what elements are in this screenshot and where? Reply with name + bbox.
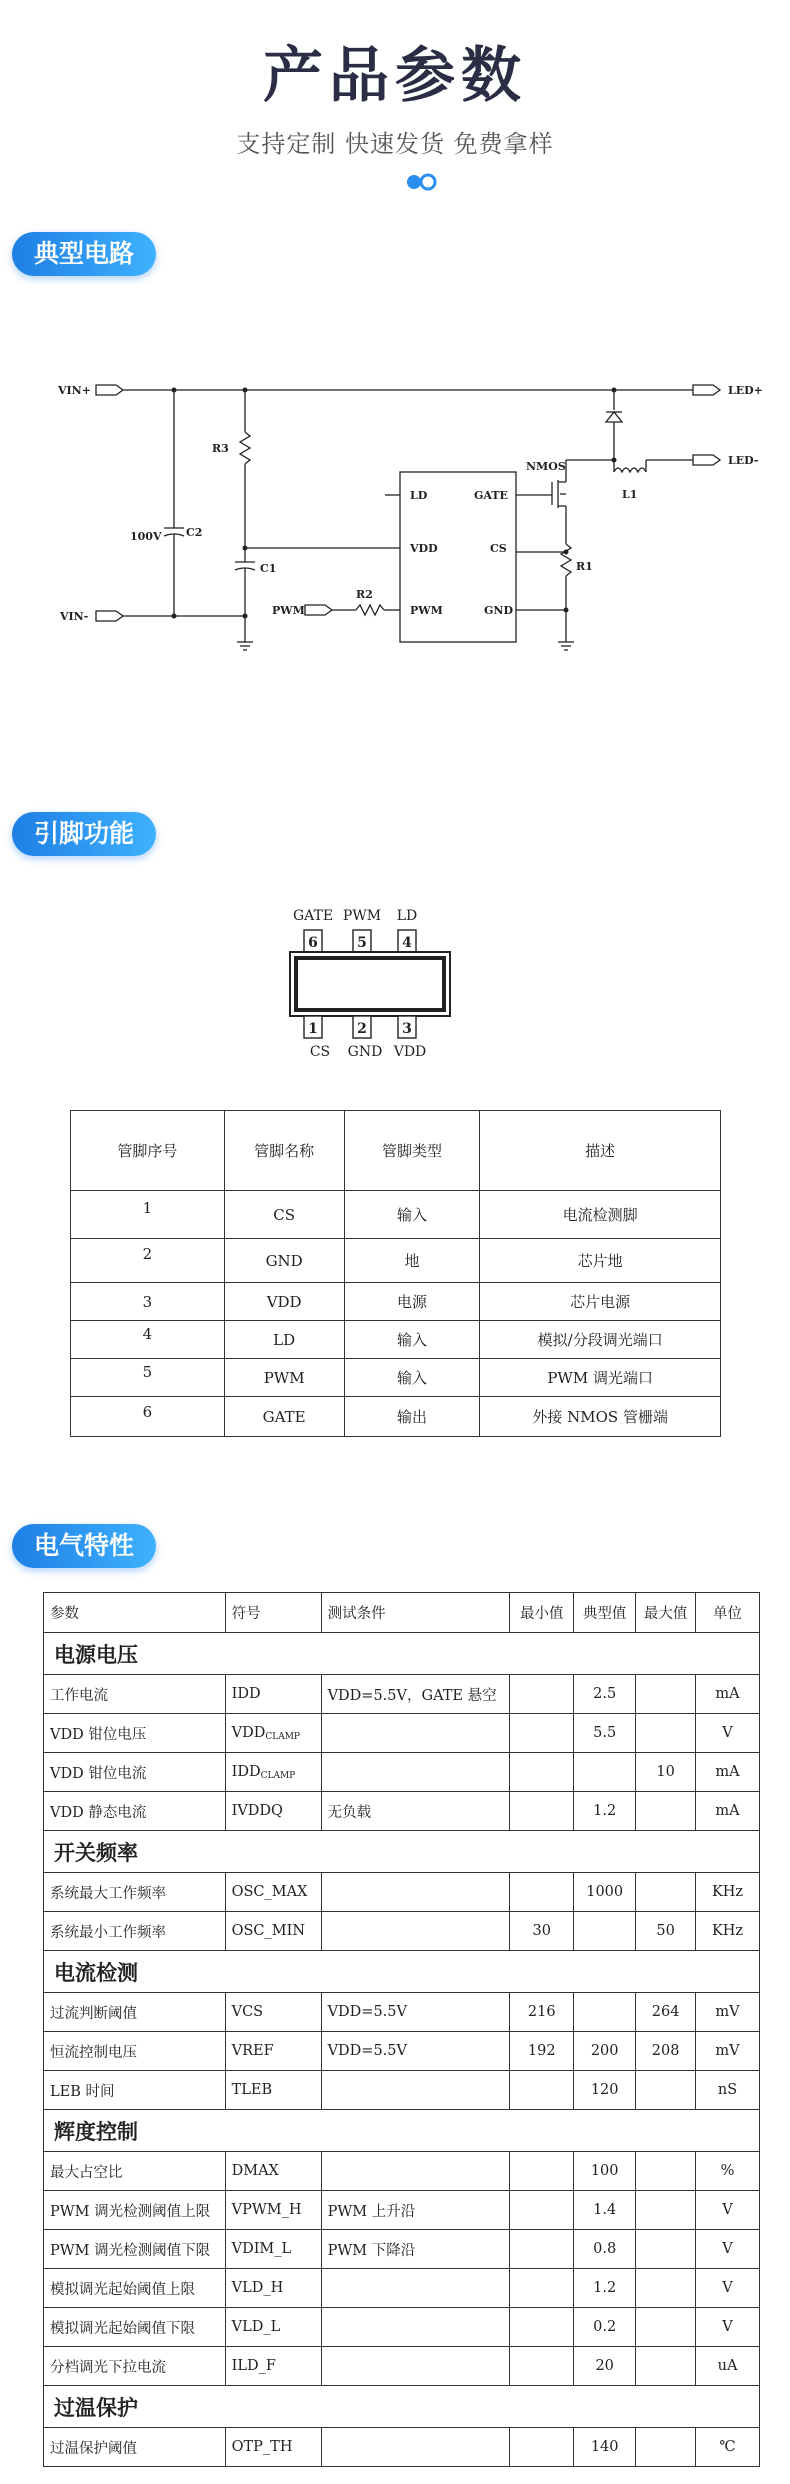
table-section-row [44, 2110, 760, 2152]
table-cell: mV [696, 2032, 760, 2071]
clamp-subscript: CLAMP [265, 1731, 300, 1742]
svg-text:R3: R3 [212, 442, 229, 455]
table-row [44, 2230, 760, 2269]
table-cell: VDD 钳位电压 [44, 1714, 226, 1753]
table-cell [510, 2308, 574, 2347]
svg-text:2: 2 [357, 1021, 367, 1037]
table-row [44, 2428, 760, 2467]
table-cell: ILD_F [225, 2347, 321, 2386]
table-row [44, 2308, 760, 2347]
svg-text:R2: R2 [356, 588, 373, 601]
table-row: 3 VDD 电源 芯片电源 [71, 1283, 721, 1321]
table-cell [636, 2191, 696, 2230]
table-section-row [44, 2386, 760, 2428]
table-cell [510, 2230, 574, 2269]
table-cell [321, 2071, 510, 2110]
table-cell: 无负载 [321, 1792, 510, 1831]
table-cell: VDD 钳位电流 [44, 1753, 226, 1792]
table-cell [574, 1993, 636, 2032]
svg-text:6: 6 [308, 935, 318, 951]
carousel-dots-icon [404, 172, 440, 192]
table-cell [510, 2191, 574, 2230]
table-row [44, 1993, 760, 2032]
table-cell: 216 [510, 1993, 574, 2032]
svg-text:GATE: GATE [292, 908, 334, 924]
table-cell [321, 1912, 510, 1951]
table-row [44, 2032, 760, 2071]
table-row [44, 1675, 760, 1714]
table-cell: $IDD_{CLAMP}$ [225, 1753, 321, 1792]
table-row: 2 GND 地 芯片地 [71, 1239, 721, 1283]
table-cell: VDD=5.5V [321, 2032, 510, 2071]
section-title-pins: 引脚功能 [12, 812, 156, 856]
table-row [44, 1753, 760, 1792]
table-cell: V [696, 1714, 760, 1753]
table-cell [510, 2347, 574, 2386]
table-cell: V [696, 2308, 760, 2347]
svg-text:100V: 100V [130, 530, 162, 543]
table-cell: VLD_L [225, 2308, 321, 2347]
table-cell [636, 1792, 696, 1831]
table-cell: VDD 静态电流 [44, 1792, 226, 1831]
section-title-circuit: 典型电路 [12, 232, 156, 276]
svg-text:VDD: VDD [410, 542, 438, 555]
table-row [44, 2152, 760, 2191]
table-cell: VDD=5.5V，GATE 悬空 [321, 1675, 510, 1714]
table-cell [510, 1714, 574, 1753]
table-header: 管脚名称 [224, 1111, 344, 1191]
svg-text:VIN+: VIN+ [58, 384, 91, 397]
table-cell: 10 [636, 1753, 696, 1792]
table-cell: OTP_TH [225, 2428, 321, 2467]
table-cell: 1000 [574, 1873, 636, 1912]
table-cell: 模拟调光起始阈值上限 [44, 2269, 226, 2308]
table-cell [636, 2230, 696, 2269]
table-cell: 192 [510, 2032, 574, 2071]
table-header: 管脚类型 [344, 1111, 480, 1191]
table-cell: mA [696, 1675, 760, 1714]
table-cell: DMAX [225, 2152, 321, 2191]
table-cell: 工作电流 [44, 1675, 226, 1714]
table-cell [510, 2428, 574, 2467]
table-cell: $VDD_{CLAMP}$ [225, 1714, 321, 1753]
svg-text:LED-: LED- [728, 454, 759, 467]
table-header: 描述 [480, 1111, 721, 1191]
table-row [44, 1912, 760, 1951]
table-cell [636, 2347, 696, 2386]
svg-text:PWM: PWM [410, 604, 443, 617]
svg-text:LD: LD [410, 489, 428, 502]
table-header: 符号 [225, 1593, 321, 1633]
table-header: 管脚序号 [71, 1111, 225, 1191]
svg-text:NMOS: NMOS [526, 460, 566, 473]
sot23-6-package-diagram [270, 906, 470, 1096]
svg-text:L1: L1 [622, 488, 638, 501]
table-cell: OSC_MIN [225, 1912, 321, 1951]
svg-text:5: 5 [357, 935, 367, 951]
table-cell: PWM 上升沿 [321, 2191, 510, 2230]
svg-text:GND: GND [484, 604, 513, 617]
svg-text:VIN-: VIN- [60, 610, 89, 623]
table-cell: PWM 调光检测阈值下限 [44, 2230, 226, 2269]
table-cell: 1.2 [574, 1792, 636, 1831]
table-cell [321, 2152, 510, 2191]
table-cell [636, 1873, 696, 1912]
svg-text:CS: CS [309, 1044, 331, 1060]
table-cell: mV [696, 1993, 760, 2032]
table-cell [636, 2428, 696, 2467]
table-cell: OSC_MAX [225, 1873, 321, 1912]
table-cell: VREF [225, 2032, 321, 2071]
table-header: 最小值 [510, 1593, 574, 1633]
table-cell [321, 1753, 510, 1792]
table-section-row [44, 1633, 760, 1675]
table-header: 典型值 [574, 1593, 636, 1633]
table-header: 测试条件 [321, 1593, 510, 1633]
typical-circuit-diagram [0, 360, 790, 680]
table-row: 6 GATE 输出 外接 NMOS 管栅端 [71, 1397, 721, 1437]
table-cell: 264 [636, 1993, 696, 2032]
table-cell: VCS [225, 1993, 321, 2032]
table-cell [636, 2152, 696, 2191]
table-cell: V [696, 2191, 760, 2230]
svg-text:R1: R1 [576, 560, 593, 573]
svg-text:GND: GND [347, 1044, 383, 1060]
table-cell: uA [696, 2347, 760, 2386]
page-title: 产品参数 [263, 41, 527, 111]
table-cell: 140 [574, 2428, 636, 2467]
table-section-row [44, 1951, 760, 1993]
table-cell: 1.2 [574, 2269, 636, 2308]
table-cell: 200 [574, 2032, 636, 2071]
table-cell: VLD_H [225, 2269, 321, 2308]
table-cell: IVDDQ [225, 1792, 321, 1831]
table-header: 最大值 [636, 1593, 696, 1633]
table-cell [636, 1675, 696, 1714]
table-row: 4 LD 输入 模拟/分段调光端口 [71, 1321, 721, 1359]
table-cell [321, 2428, 510, 2467]
table-cell: 系统最大工作频率 [44, 1873, 226, 1912]
table-cell: 过流判断阈值 [44, 1993, 226, 2032]
table-row [44, 2269, 760, 2308]
table-cell: 100 [574, 2152, 636, 2191]
table-section-row [44, 1831, 760, 1873]
table-row [44, 2347, 760, 2386]
table-cell [510, 1873, 574, 1912]
svg-text:PWM: PWM [342, 908, 382, 924]
table-cell: 50 [636, 1912, 696, 1951]
svg-text:LD: LD [396, 908, 418, 924]
table-cell [636, 1714, 696, 1753]
clamp-subscript: CLAMP [260, 1770, 296, 1781]
table-cell: mA [696, 1792, 760, 1831]
table-cell [321, 2308, 510, 2347]
table-cell: VDIM_L [225, 2230, 321, 2269]
table-cell [510, 2152, 574, 2191]
table-cell: 20 [574, 2347, 636, 2386]
section-heading: 电流检测 [44, 1951, 760, 1993]
table-row [44, 1792, 760, 1831]
section-title-electrical: 电气特性 [12, 1524, 156, 1568]
table-cell [510, 2071, 574, 2110]
table-header-row [44, 1593, 760, 1633]
table-cell: LEB 时间 [44, 2071, 226, 2110]
svg-text:VDD: VDD [393, 1044, 427, 1060]
table-cell [321, 2269, 510, 2308]
section-heading: 开关频率 [44, 1831, 760, 1873]
table-cell: 恒流控制电压 [44, 2032, 226, 2071]
table-row: 5 PWM 输入 PWM 调光端口 [71, 1359, 721, 1397]
electrical-characteristics-table [43, 1592, 760, 2467]
table-cell [321, 2347, 510, 2386]
table-row [44, 1873, 760, 1912]
table-cell [510, 2269, 574, 2308]
svg-text:LED+: LED+ [728, 384, 763, 397]
table-cell: PWM 调光检测阈值上限 [44, 2191, 226, 2230]
table-cell [321, 1714, 510, 1753]
table-cell [636, 2269, 696, 2308]
table-header: 单位 [696, 1593, 760, 1633]
svg-text:1: 1 [308, 1021, 318, 1037]
svg-text:4: 4 [402, 935, 412, 951]
table-row: 1 CS 输入 电流检测脚 [71, 1191, 721, 1239]
table-cell: 最大占空比 [44, 2152, 226, 2191]
table-cell [574, 1912, 636, 1951]
table-cell [636, 2308, 696, 2347]
table-row [44, 1714, 760, 1753]
table-row [44, 2071, 760, 2110]
section-heading: 过温保护 [44, 2386, 760, 2428]
page-subtitle: 支持定制 快速发货 免费拿样 [236, 130, 554, 158]
table-cell: 0.8 [574, 2230, 636, 2269]
table-cell: mA [696, 1753, 760, 1792]
table-cell: 分档调光下拉电流 [44, 2347, 226, 2386]
table-cell: V [696, 2230, 760, 2269]
svg-text:PWM: PWM [272, 604, 305, 617]
table-cell: 208 [636, 2032, 696, 2071]
table-cell: 2.5 [574, 1675, 636, 1714]
table-cell: 模拟调光起始阈值下限 [44, 2308, 226, 2347]
table-cell: 30 [510, 1912, 574, 1951]
table-cell: KHz [696, 1912, 760, 1951]
table-cell: PWM 下降沿 [321, 2230, 510, 2269]
section-heading: 辉度控制 [44, 2110, 760, 2152]
table-row [44, 2191, 760, 2230]
svg-text:C2: C2 [186, 526, 203, 539]
table-cell: IDD [225, 1675, 321, 1714]
table-cell: VPWM_H [225, 2191, 321, 2230]
table-cell: 1.4 [574, 2191, 636, 2230]
table-cell: V [696, 2269, 760, 2308]
table-cell [636, 2071, 696, 2110]
table-cell: VDD=5.5V [321, 1993, 510, 2032]
svg-text:3: 3 [402, 1021, 412, 1037]
svg-text:CS: CS [490, 542, 507, 555]
table-cell [510, 1753, 574, 1792]
table-cell: 0.2 [574, 2308, 636, 2347]
table-cell: TLEB [225, 2071, 321, 2110]
table-cell [510, 1675, 574, 1714]
table-cell [574, 1753, 636, 1792]
svg-text:GATE: GATE [474, 489, 508, 502]
table-cell: 120 [574, 2071, 636, 2110]
table-cell: 过温保护阈值 [44, 2428, 226, 2467]
table-cell: nS [696, 2071, 760, 2110]
table-cell: ℃ [696, 2428, 760, 2467]
table-cell [510, 1792, 574, 1831]
table-cell: KHz [696, 1873, 760, 1912]
svg-text:C1: C1 [260, 562, 277, 575]
table-cell: % [696, 2152, 760, 2191]
pin-function-table [70, 1110, 721, 1437]
table-cell: 系统最小工作频率 [44, 1912, 226, 1951]
table-header: 参数 [44, 1593, 226, 1633]
table-cell: 5.5 [574, 1714, 636, 1753]
table-cell [321, 1873, 510, 1912]
section-heading: 电源电压 [44, 1633, 760, 1675]
